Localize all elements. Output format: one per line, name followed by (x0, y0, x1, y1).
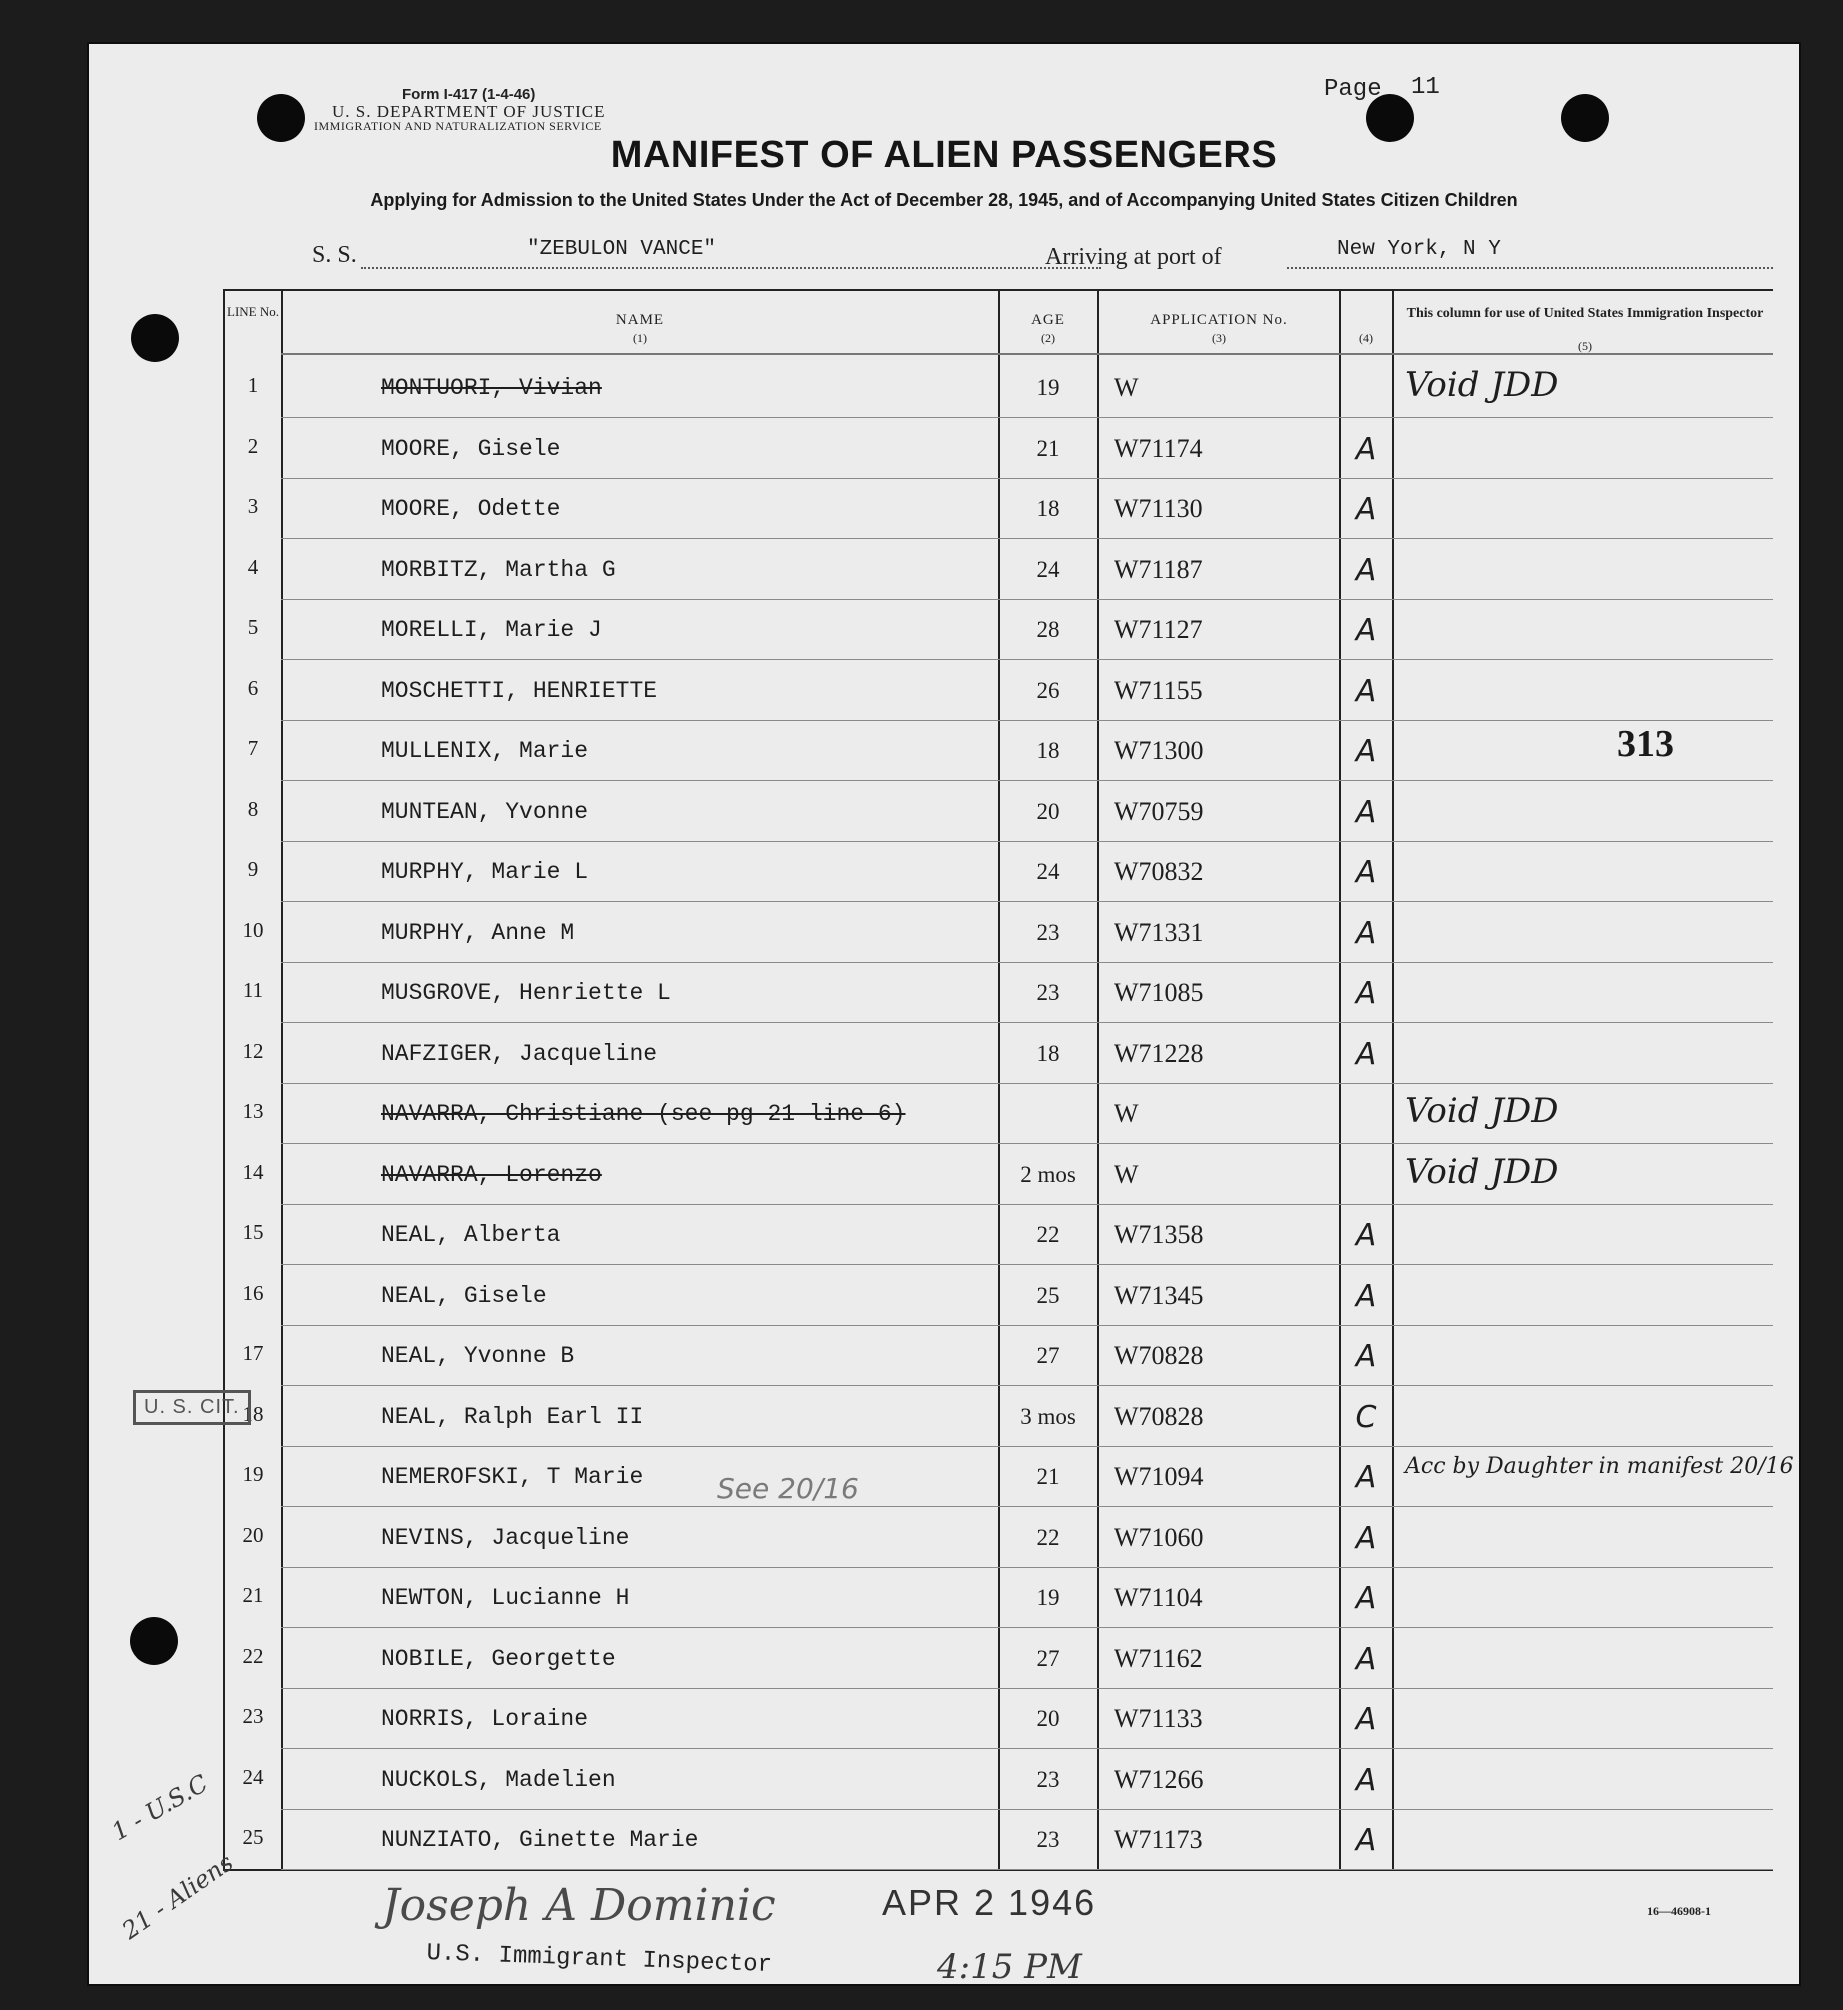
line-number: 4 (247, 555, 259, 579)
row-rule (281, 538, 1773, 539)
passenger-age: 24 (1036, 859, 1060, 884)
application-number: W71174 (1114, 434, 1203, 463)
passenger-age: 21 (1036, 1464, 1060, 1489)
line-number: 20 (242, 1523, 264, 1547)
col-header-inspector: This column for use of United States Immigration Inspector (1406, 306, 1764, 321)
service-name: IMMIGRATION AND NATURALIZATION SERVICE (314, 119, 602, 133)
date-stamp: APR 2 1946 (882, 1882, 1097, 1923)
status-code: A (1355, 1218, 1377, 1253)
line-number: 1 (247, 373, 259, 397)
manifest-page (87, 42, 1801, 1986)
column-divider (223, 289, 225, 1871)
passenger-age: 19 (1036, 375, 1060, 400)
passenger-name: NEAL, Yvonne B (381, 1343, 575, 1369)
passenger-age: 23 (1036, 920, 1060, 945)
row-rule (281, 1446, 1773, 1447)
line-number: 19 (242, 1462, 264, 1486)
application-number: W71060 (1114, 1523, 1204, 1552)
line-number: 11 (242, 978, 264, 1002)
margin-note-citizens: 1 - U.S.C (107, 1769, 213, 1847)
page-label: Page (1324, 76, 1382, 103)
punch-hole (131, 314, 179, 362)
application-number: W71358 (1114, 1220, 1204, 1249)
column-divider (998, 289, 1000, 1871)
line-number: 16 (242, 1281, 264, 1305)
passenger-name: MORBITZ, Martha G (381, 557, 616, 583)
application-number: W70828 (1114, 1341, 1204, 1370)
row-rule (281, 901, 1773, 902)
passenger-name: MORELLI, Marie J (381, 617, 602, 643)
passenger-age: 18 (1036, 1041, 1060, 1066)
line-number: 22 (242, 1644, 264, 1668)
passenger-age: 18 (1036, 496, 1060, 521)
inspector-note: Void JDD (1405, 1091, 1559, 1131)
col-header-name-num: (1) (633, 331, 647, 345)
status-code: A (1355, 613, 1377, 648)
line-number: 7 (247, 736, 259, 760)
line-number: 21 (242, 1583, 264, 1607)
signature: Joseph A Dominic (382, 1880, 776, 1931)
passenger-name: NEAL, Ralph Earl II (381, 1404, 644, 1430)
col-header-name: NAME (615, 312, 665, 328)
line-number: 24 (242, 1765, 264, 1789)
port-underline (1287, 267, 1773, 269)
application-number: W71266 (1114, 1765, 1204, 1794)
row-rule (281, 720, 1773, 721)
passenger-age: 20 (1036, 799, 1060, 824)
application-number: W71162 (1114, 1644, 1203, 1673)
ss-label: S. S. (312, 242, 357, 268)
row-rule (281, 1748, 1773, 1749)
status-code: A (1355, 1823, 1377, 1858)
inspector-caption: U.S. Immigrant Inspector (426, 1940, 773, 1980)
passenger-age: 23 (1036, 980, 1060, 1005)
row-rule (281, 1385, 1773, 1386)
passenger-name: MURPHY, Anne M (381, 920, 575, 946)
row-rule (281, 1022, 1773, 1023)
col-header-age-num: (2) (1041, 331, 1055, 345)
punch-hole (130, 1617, 178, 1665)
status-code: A (1355, 1037, 1377, 1072)
status-code: A (1355, 1763, 1377, 1798)
passenger-age: 21 (1036, 436, 1060, 461)
row-rule (281, 1869, 1773, 1870)
passenger-name: MOORE, Odette (381, 496, 561, 522)
passenger-name: NAVARRA, Christiane (see pg 21 line 6) (381, 1101, 906, 1127)
application-number: W71155 (1114, 676, 1203, 705)
application-number: W71187 (1114, 555, 1203, 584)
col-header-line: LINE No. (227, 304, 279, 319)
passenger-name: MULLENIX, Marie (381, 738, 589, 764)
passenger-name: NUCKOLS, Madelien (381, 1767, 616, 1793)
passenger-age: 26 (1036, 678, 1060, 703)
status-code: A (1355, 916, 1377, 951)
page-title: MANIFEST OF ALIEN PASSENGERS (610, 134, 1278, 176)
passenger-name: NOBILE, Georgette (381, 1646, 616, 1672)
page-number: 11 (1411, 74, 1440, 101)
department-name: U. S. DEPARTMENT OF JUSTICE (332, 102, 606, 121)
form-code: 16—46908-1 (1647, 1904, 1711, 1918)
col-header-age: AGE (1031, 312, 1065, 328)
passenger-age: 3 mos (1020, 1404, 1076, 1429)
line-number: 17 (242, 1341, 264, 1365)
passenger-name: MUSGROVE, Henriette L (381, 980, 671, 1006)
application-number: W70832 (1114, 857, 1204, 886)
application-number: W (1114, 1099, 1139, 1128)
row-rule (281, 1506, 1773, 1507)
application-number: W (1114, 1160, 1139, 1189)
row-rule (281, 1204, 1773, 1205)
status-code: A (1355, 492, 1377, 527)
status-code: A (1355, 1702, 1377, 1737)
total-number: 313 (1617, 723, 1674, 765)
application-number: W71345 (1114, 1281, 1204, 1310)
application-number: W71094 (1114, 1462, 1204, 1491)
margin-note-aliens: 21 - Aliens (117, 1848, 239, 1945)
status-code: A (1355, 674, 1377, 709)
row-rule (281, 962, 1773, 963)
passenger-name: MURPHY, Marie L (381, 859, 589, 885)
status-code: A (1355, 976, 1377, 1011)
passenger-age: 23 (1036, 1767, 1060, 1792)
status-code: C (1355, 1400, 1377, 1435)
passenger-name: NAVARRA, Lorenzo (381, 1162, 602, 1188)
status-code: A (1355, 1460, 1377, 1495)
application-number: W (1114, 373, 1139, 402)
status-code: A (1355, 1521, 1377, 1556)
line-number: 23 (242, 1704, 264, 1728)
port-label: Arriving at port of (1045, 244, 1222, 270)
line-number: 3 (247, 494, 259, 518)
row-rule (281, 841, 1773, 842)
row-rule (281, 1809, 1773, 1810)
inspector-note: Acc by Daughter in manifest 20/16 (1405, 1454, 1794, 1479)
passenger-name: NUNZIATO, Ginette Marie (381, 1827, 699, 1853)
passenger-age: 25 (1036, 1283, 1060, 1308)
inspector-note: Void JDD (1405, 1152, 1559, 1192)
passenger-age: 22 (1036, 1222, 1060, 1247)
row-rule (281, 1083, 1773, 1084)
line-number: 25 (242, 1825, 264, 1849)
passenger-name: NEMEROFSKI, T Marie (381, 1464, 644, 1490)
form-number: Form I-417 (1-4-46) (402, 86, 536, 103)
row-rule (281, 599, 1773, 600)
line-number: 14 (242, 1160, 264, 1184)
passenger-age: 27 (1036, 1646, 1060, 1671)
status-code: A (1355, 855, 1377, 890)
status-code: A (1355, 1339, 1377, 1374)
passenger-age: 19 (1036, 1585, 1060, 1610)
line-number: 15 (242, 1220, 264, 1244)
column-divider (281, 289, 283, 1871)
row-rule (281, 1567, 1773, 1568)
inspector-note: Void JDD (1405, 365, 1559, 405)
status-code: A (1355, 734, 1377, 769)
passenger-age: 2 mos (1020, 1162, 1076, 1187)
status-code: A (1355, 1279, 1377, 1314)
row-rule (281, 1688, 1773, 1689)
column-divider (1097, 289, 1099, 1871)
passenger-age: 22 (1036, 1525, 1060, 1550)
line-number: 5 (247, 615, 259, 639)
line-number: 6 (247, 676, 259, 700)
passenger-name: NAFZIGER, Jacqueline (381, 1041, 658, 1067)
passenger-age: 28 (1036, 617, 1060, 642)
line-number: 12 (242, 1039, 264, 1063)
row-rule (281, 780, 1773, 781)
application-number: W71104 (1114, 1583, 1203, 1612)
passenger-name: NEAL, Alberta (381, 1222, 561, 1248)
line-number: 8 (247, 797, 259, 821)
application-number: W70828 (1114, 1402, 1204, 1431)
application-number: W71133 (1114, 1704, 1203, 1733)
passenger-age: 18 (1036, 738, 1060, 763)
passenger-age: 23 (1036, 1827, 1060, 1852)
passenger-name: NEVINS, Jacqueline (381, 1525, 630, 1551)
row-rule (281, 1325, 1773, 1326)
row-19-side-note: See 20/16 (717, 1472, 859, 1505)
status-code: A (1355, 1581, 1377, 1616)
application-number: W71130 (1114, 494, 1203, 523)
passenger-age: 20 (1036, 1706, 1060, 1731)
status-code: A (1355, 432, 1377, 467)
row-rule (281, 417, 1773, 418)
ship-name-underline (361, 267, 1101, 269)
us-cit-stamp: U. S. CIT. (133, 1390, 251, 1425)
application-number: W71085 (1114, 978, 1204, 1007)
col-header-col4-num: (4) (1359, 331, 1373, 345)
passenger-age: 24 (1036, 557, 1060, 582)
application-number: W71127 (1114, 615, 1203, 644)
row-rule (281, 1264, 1773, 1265)
passenger-age: 27 (1036, 1343, 1060, 1368)
passenger-name: NORRIS, Loraine (381, 1706, 589, 1732)
row-rule (281, 1627, 1773, 1628)
col-header-application-num: (3) (1212, 331, 1226, 345)
line-number: 10 (242, 918, 264, 942)
application-number: W71173 (1114, 1825, 1203, 1854)
passenger-name: MUNTEAN, Yvonne (381, 799, 589, 825)
passenger-name: NEAL, Gisele (381, 1283, 547, 1309)
status-code: A (1355, 795, 1377, 830)
passenger-name: MONTUORI, Vivian (381, 375, 602, 401)
application-number: W70759 (1114, 797, 1204, 826)
line-number: 13 (242, 1099, 264, 1123)
col-header-application: APPLICATION No. (1150, 312, 1288, 328)
status-code: A (1355, 553, 1377, 588)
page-subtitle: Applying for Admission to the United States Under the Act of December 28, 1945, and of Accompanying United States Citizen Children (370, 190, 1518, 210)
application-number: W71228 (1114, 1039, 1204, 1068)
passenger-name: MOORE, Gisele (381, 436, 561, 462)
time-note: 4:15 PM (937, 1947, 1082, 1987)
application-number: W71331 (1114, 918, 1204, 947)
ship-name: "ZEBULON VANCE" (527, 238, 717, 261)
port-name: New York, N Y (1337, 238, 1501, 261)
status-code: A (1355, 1642, 1377, 1677)
col-header-inspector-num: (5) (1578, 339, 1592, 353)
row-rule (281, 478, 1773, 479)
column-divider (1392, 289, 1394, 1871)
passenger-name: MOSCHETTI, HENRIETTE (381, 678, 658, 704)
line-number: 2 (247, 434, 259, 458)
row-rule (281, 1143, 1773, 1144)
application-number: W71300 (1114, 736, 1204, 765)
row-rule (281, 659, 1773, 660)
line-number: 9 (247, 857, 259, 881)
passenger-name: NEWTON, Lucianne H (381, 1585, 630, 1611)
line-number: 18 (242, 1402, 264, 1426)
